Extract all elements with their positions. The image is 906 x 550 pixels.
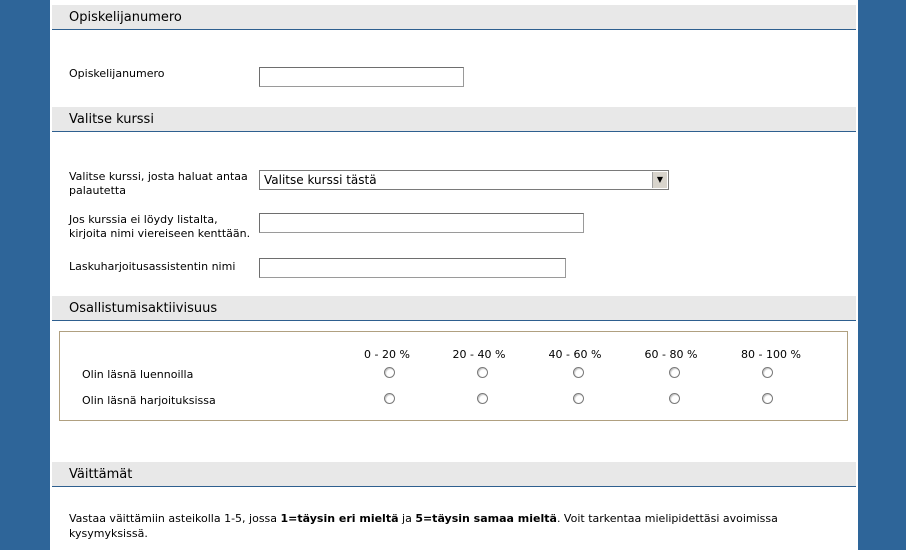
radio-exercises-40-60[interactable] <box>573 393 584 404</box>
radio-exercises-60-80[interactable] <box>669 393 680 404</box>
column-header: 80 - 100 % <box>741 348 801 361</box>
radio-lectures-20-40[interactable] <box>477 367 488 378</box>
radio-exercises-20-40[interactable] <box>477 393 488 404</box>
section-header-course <box>52 107 856 132</box>
other-course-input[interactable] <box>259 213 584 233</box>
course-select-value: Valitse kurssi tästä <box>264 173 377 187</box>
radio-lectures-40-60[interactable] <box>573 367 584 378</box>
instructions-text: . Voit tarkentaa mielipidettäsi avoimissa kysymyksissä. <box>69 512 778 540</box>
assistant-name-input[interactable] <box>259 258 566 278</box>
course-select-label: Valitse kurssi, josta haluat antaa palautetta <box>69 170 248 197</box>
radio-lectures-80-100[interactable] <box>762 367 773 378</box>
other-course-label: Jos kurssia ei löydy listalta, kirjoita nimi viereiseen kenttään. <box>69 213 251 240</box>
column-header: 40 - 60 % <box>548 348 602 361</box>
row-label-lectures: Olin läsnä luennoilla <box>82 368 194 381</box>
section-title: Väittämät <box>69 467 133 482</box>
section-header-student-number <box>52 5 856 30</box>
course-select[interactable] <box>259 170 669 190</box>
student-number-input[interactable] <box>259 67 464 87</box>
instructions-text: Vastaa väittämiin asteikolla 1-5, jossa <box>69 512 281 525</box>
assistant-name-label: Laskuharjoitusassistentin nimi <box>69 260 236 273</box>
column-header: 60 - 80 % <box>644 348 698 361</box>
radio-lectures-60-80[interactable] <box>669 367 680 378</box>
chevron-down-icon[interactable]: ▼ <box>652 172 667 188</box>
scale-min-text: 1=täysin eri mieltä <box>280 512 399 525</box>
claims-instructions <box>69 511 789 541</box>
column-header: 0 - 20 % <box>364 348 410 361</box>
section-header-claims <box>52 462 856 487</box>
section-title: Osallistumisaktiivisuus <box>69 301 218 316</box>
row-label-exercises: Olin läsnä harjoituksissa <box>82 394 216 407</box>
radio-exercises-80-100[interactable] <box>762 393 773 404</box>
feedback-form <box>50 0 858 550</box>
section-title: Valitse kurssi <box>69 112 154 127</box>
section-title: Opiskelijanumero <box>69 10 182 25</box>
scale-max-text: 5=täysin samaa mieltä <box>415 512 557 525</box>
radio-lectures-0-20[interactable] <box>384 367 395 378</box>
instructions-text: ja <box>398 512 416 525</box>
column-header: 20 - 40 % <box>452 348 506 361</box>
radio-exercises-0-20[interactable] <box>384 393 395 404</box>
section-header-participation <box>52 296 856 321</box>
student-number-label: Opiskelijanumero <box>69 67 165 80</box>
